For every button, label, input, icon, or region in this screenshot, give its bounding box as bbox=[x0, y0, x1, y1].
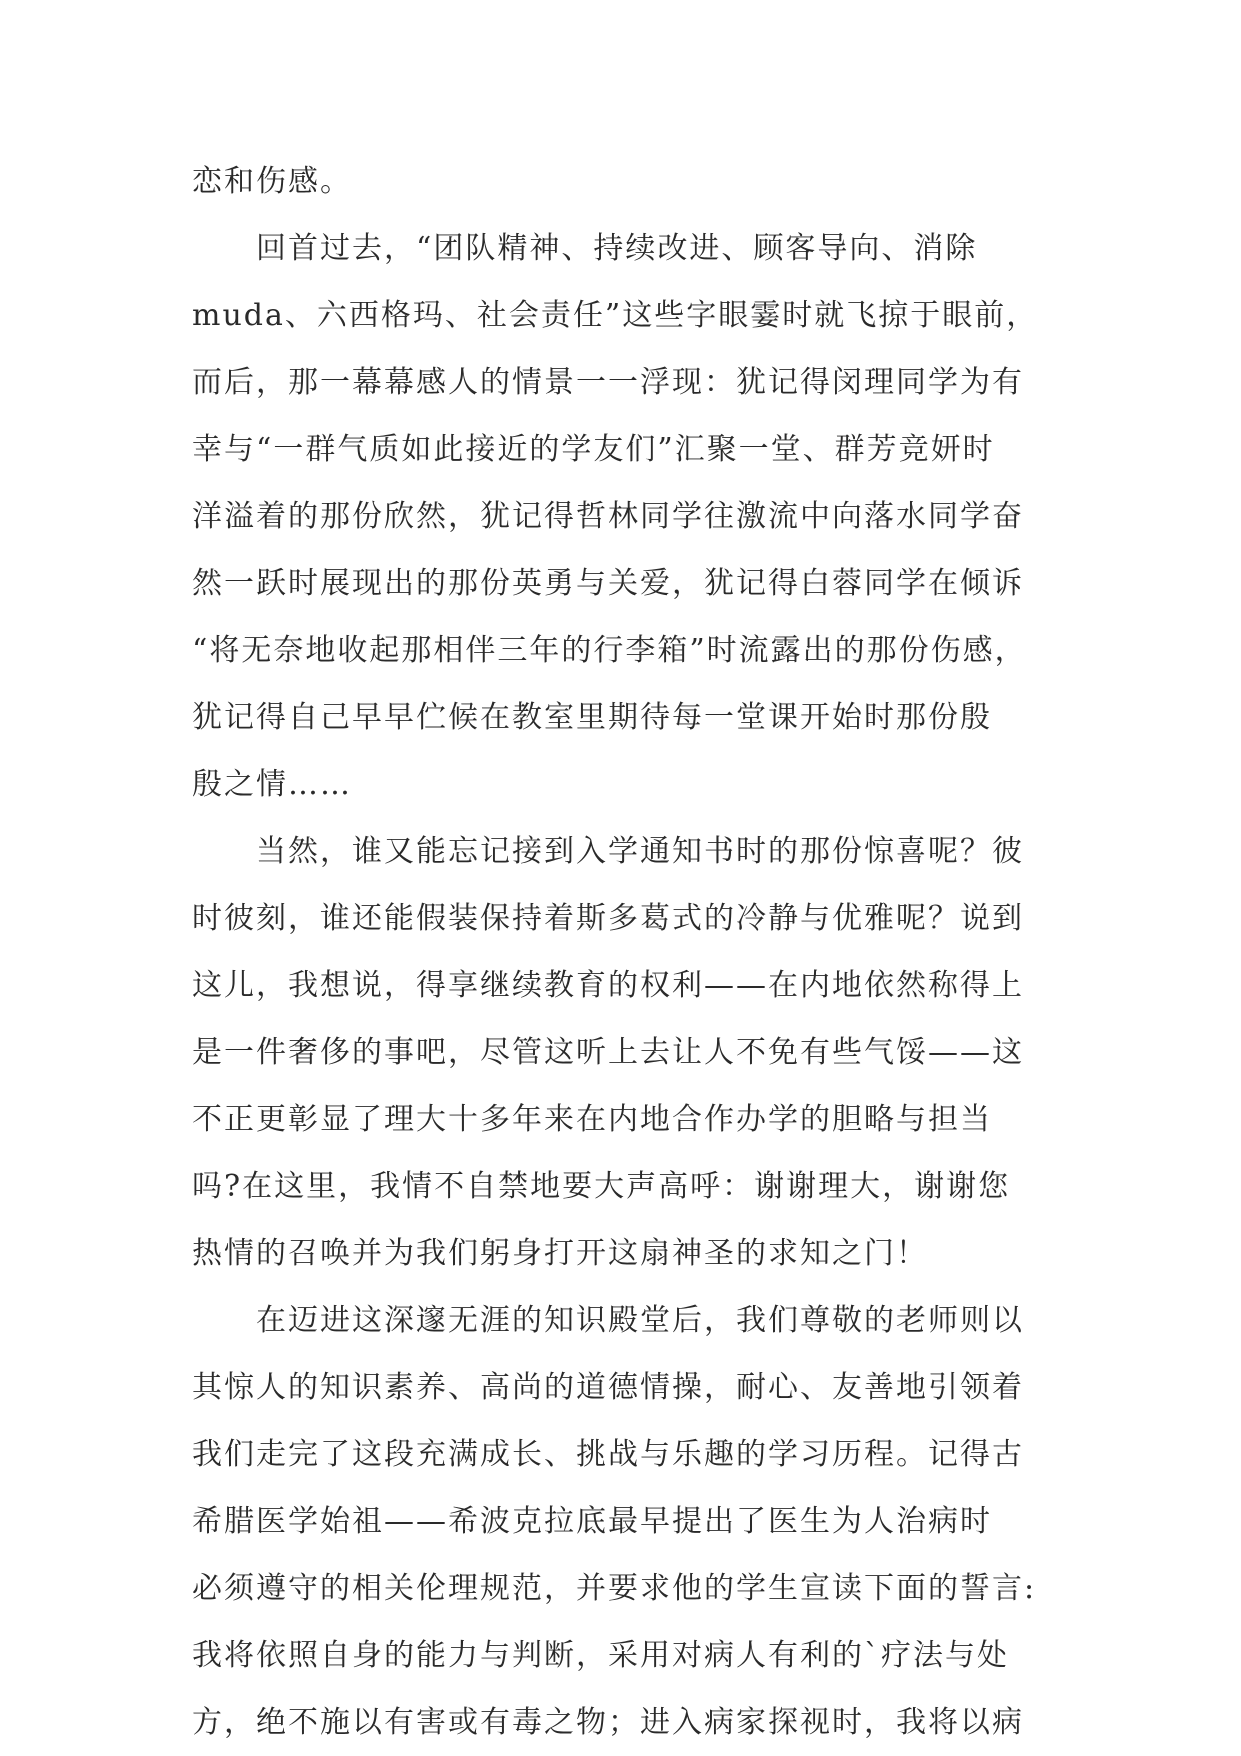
text-line: 而后，那一幕幕感人的情景一一浮现：犹记得闵理同学为有 bbox=[192, 365, 1024, 400]
text-line: 我将依照自身的能力与判断，采用对病人有利的`疗法与处 bbox=[192, 1638, 1009, 1673]
text-line: 时彼刻，谁还能假装保持着斯多葛式的冷静与优雅呢？说到 bbox=[192, 901, 1024, 936]
text-line: 吗?在这里，我情不自禁地要大声高呼：谢谢理大，谢谢您 bbox=[192, 1169, 1011, 1204]
text-line: 幸与“一群气质如此接近的学友们”汇聚一堂、群芳竞妍时 bbox=[192, 432, 995, 467]
text-line: 我们走完了这段充满成长、挑战与乐趣的学习历程。记得古 bbox=[192, 1437, 1024, 1472]
text-line: 洋溢着的那份欣然，犹记得哲林同学往激流中向落水同学奋 bbox=[192, 499, 1024, 534]
text-line: 当然，谁又能忘记接到入学通知书时的那份惊喜呢？彼 bbox=[256, 834, 1024, 869]
body-text bbox=[192, 148, 1052, 1756]
text-line: 希腊医学始祖——希波克拉底最早提出了医生为人治病时 bbox=[192, 1504, 992, 1539]
text-line: muda、六西格玛、社会责任”这些字眼霎时就飞掠于眼前， bbox=[192, 298, 1039, 333]
text-line: 其惊人的知识素养、高尚的道德情操，耐心、友善地引领着 bbox=[192, 1370, 1024, 1405]
text-line: 殷之情…… bbox=[192, 767, 352, 802]
text-line: 这儿，我想说，得享继续教育的权利——在内地依然称得上 bbox=[192, 968, 1024, 1003]
text-line: 恋和伤感。 bbox=[192, 164, 352, 199]
text-line: 在迈进这深邃无涯的知识殿堂后，我们尊敬的老师则以 bbox=[256, 1303, 1024, 1338]
text-line: 必须遵守的相关伦理规范，并要求他的学生宣读下面的誓言: bbox=[192, 1571, 1037, 1606]
text-line: 热情的召唤并为我们躬身打开这扇神圣的求知之门！ bbox=[192, 1236, 928, 1271]
text-line: “将无奈地收起那相伴三年的行李箱”时流露出的那份伤感， bbox=[192, 633, 1027, 668]
text-line: 方，绝不施以有害或有毒之物；进入病家探视时，我将以病 bbox=[192, 1705, 1024, 1740]
text-line: 然一跃时展现出的那份英勇与关爱，犹记得白蓉同学在倾诉 bbox=[192, 566, 1024, 601]
text-line: 犹记得自己早早伫候在教室里期待每一堂课开始时那份殷 bbox=[192, 700, 992, 735]
text-line: 是一件奢侈的事吧，尽管这听上去让人不免有些气馁——这 bbox=[192, 1035, 1024, 1070]
text-line: 回首过去，“团队精神、持续改进、顾客导向、消除 bbox=[256, 231, 978, 266]
text-line: 不正更彰显了理大十多年来在内地合作办学的胆略与担当 bbox=[192, 1102, 992, 1137]
